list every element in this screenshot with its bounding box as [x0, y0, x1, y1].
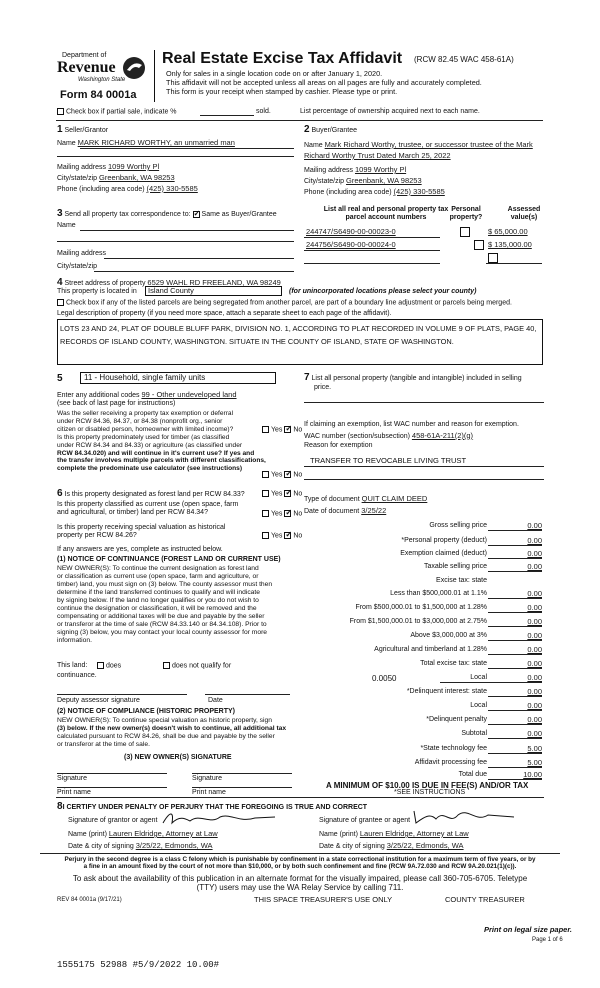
grantee-signature-label: Signature of grantee or agent — [319, 817, 411, 824]
buyer-name-label: Name — [304, 142, 323, 149]
partial-sale-row: Check box if partial sale, indicate % — [57, 108, 177, 116]
notice-compliance-text: NEW OWNER(S): To continue special valuation as historic property, sign (3) below. If the new owner(s) doesn't wish to continue, all additional tax calculated pursuant to RCW 84.26, shall be due and payable by the seller or transferor at the time of sale. — [57, 717, 287, 749]
current-use-yes-no: Yes ✓ No — [262, 510, 302, 518]
current-use-yes-checkbox[interactable] — [262, 510, 269, 517]
buyer-phone-label: Phone (including area code) — [304, 189, 392, 196]
tax-row — [300, 646, 550, 656]
deputy-date-label: Date — [208, 697, 223, 704]
tax-row-value[interactable]: 5.00 — [527, 758, 542, 767]
seller-name[interactable]: MARK RICHARD WORTHY, an unmarried man — [77, 138, 235, 147]
signature-label-1: Signature — [57, 775, 87, 782]
tax-row — [300, 618, 550, 628]
county-select[interactable]: Island County — [145, 286, 282, 296]
form-title: Real Estate Excise Tax Affidavit — [162, 50, 403, 67]
legal-paper-note: Print on legal size paper. — [484, 925, 572, 934]
section-divider — [56, 120, 543, 121]
value-header-2: value(s) — [510, 214, 538, 221]
tax-row-value[interactable]: 5.00 — [527, 744, 542, 753]
buyer-name-1[interactable]: Mark Richard Worthy, trustee, or successor trustee of the Mark — [324, 140, 533, 149]
tax-row-value[interactable]: 0.00 — [527, 729, 542, 738]
print-name-label-2: Print name — [192, 789, 226, 796]
sec3-city-label: City/state/zip — [57, 263, 98, 270]
print-name-label-1: Print name — [57, 789, 91, 796]
personal-header-1: Personal — [451, 206, 481, 213]
section-5-number: 5 — [57, 373, 63, 384]
historic-yes-no: Yes ✓ No — [262, 532, 302, 540]
tax-row-label: *Delinquent interest: state — [406, 688, 487, 695]
tax-row — [300, 537, 550, 547]
section-3-number: 3 — [57, 208, 63, 219]
section-2-number: 2 — [304, 124, 310, 135]
reason-line — [304, 466, 544, 467]
tax-row — [300, 702, 550, 712]
personal-checkbox-3[interactable] — [488, 253, 498, 263]
seller-name-line-2 — [57, 156, 294, 157]
tax-row-label: From $500,000.01 to $1,500,000 at 1.28% — [355, 604, 487, 611]
tax-row-label: *Delinquent penalty — [426, 716, 487, 723]
seller-phone[interactable]: (425) 330-5585 — [146, 184, 198, 193]
partial-pct-line[interactable] — [200, 115, 254, 116]
street-address[interactable]: 6529 WAHL RD FREELAND, WA 98249 — [147, 278, 281, 287]
personal-property-line[interactable] — [304, 402, 544, 403]
tax-row-label: Taxable selling price — [423, 563, 487, 570]
personal-checkbox-2[interactable] — [474, 240, 484, 250]
tax-row — [300, 660, 550, 670]
continuance-label: continuance. — [57, 672, 97, 679]
tax-row-label: Excise tax: state — [436, 577, 487, 584]
historic-yes-checkbox[interactable] — [262, 532, 269, 539]
tax-row — [300, 563, 550, 573]
forest-yes-checkbox[interactable] — [262, 490, 269, 497]
tax-row — [300, 674, 550, 684]
revenue-logo-icon — [122, 56, 146, 80]
buyer-heading: Buyer/Grantee — [311, 127, 358, 134]
buyer-city[interactable]: Greenbank, WA 98253 — [346, 176, 422, 185]
does-label: does — [106, 662, 122, 670]
correspondence-label: Send all property tax correspondence to: — [64, 211, 191, 218]
new-owner-sig-title: (3) NEW OWNER(S) SIGNATURE — [124, 754, 232, 761]
tax-row-value[interactable]: 0.00 — [527, 645, 542, 654]
sec3-mail-label: Mailing address — [57, 250, 107, 257]
tax-row — [300, 632, 550, 642]
tax-row-value[interactable]: 0.00 — [527, 521, 542, 530]
doc-type-label: Type of document — [304, 496, 360, 503]
this-land-label: This land: — [57, 662, 88, 669]
grantee-signature[interactable] — [410, 805, 520, 827]
tax-row — [300, 730, 550, 740]
historic-question: Is this property receiving special valuation as historical property per RCW 84.26? — [57, 524, 226, 540]
header-line-3: This form is your receipt when stamped by cashier. Please type or print. — [166, 87, 398, 96]
section-4-number: 4 — [57, 277, 63, 288]
wac-label: WAC number (section/subsection) — [304, 433, 410, 440]
exemption-yes-checkbox[interactable] — [262, 426, 269, 433]
tax-row-value[interactable]: 0.00 — [527, 631, 542, 640]
section-8-rule — [56, 797, 544, 798]
print-name-line-1[interactable] — [57, 787, 167, 788]
tax-row — [300, 550, 550, 560]
grantee-name[interactable]: Lauren Eldridge, Attorney at Law — [359, 829, 469, 838]
tax-row — [300, 688, 550, 698]
segregated-label: Check box if any of the listed parcels are being segregated from another parcel, are part of a boundary line adjustment or parcels being merged. — [66, 299, 512, 307]
tax-row-label: Subtotal — [461, 730, 487, 737]
tax-row-label: Local — [470, 674, 487, 681]
timber-yes-no: Yes ✓ No — [262, 471, 302, 479]
personal-checkbox-1[interactable] — [460, 227, 470, 237]
parcel-value-1[interactable]: $ 65,000.00 — [488, 227, 528, 236]
new-owner-signature-line-1[interactable] — [57, 773, 167, 774]
state-label: Washington State — [78, 77, 126, 83]
forest-no-checkbox[interactable] — [284, 490, 291, 497]
doc-date[interactable]: 3/25/22 — [361, 506, 387, 515]
personal-header-2: property? — [449, 214, 483, 221]
grantee-date-label: Date & city of signing — [319, 843, 385, 850]
seller-heading: Seller/Grantor — [64, 127, 109, 134]
reason-line-2 — [304, 479, 544, 480]
tax-row-label: Agricultural and timberland at 1.28% — [374, 646, 487, 653]
form-number: Form 84 0001a — [60, 89, 137, 101]
doc-date-label: Date of document — [304, 508, 360, 515]
additional-codes-label: Enter any additional codes — [57, 392, 140, 399]
tax-row-label: Affidavit processing fee — [414, 759, 487, 766]
parcel-value-line-3[interactable] — [486, 263, 542, 264]
new-owner-signature-line-2[interactable] — [192, 773, 292, 774]
timber-question: Is this property predominately used for timber (as classified under RCW 84.34 and 84.33) or agriculture (as classified under RCW 84.34.020) and will continue in it's current use? If yes and the transfer involves multiple parcels with different classifications, complete the predominate use calculator (see instructions) — [57, 434, 266, 473]
revision-label: REV 84 0001a (9/17/21) — [57, 897, 122, 903]
tax-row — [300, 590, 550, 600]
recording-stamp: 1555175 52988 #5/9/2022 10.00# — [57, 960, 220, 970]
tax-row-value[interactable]: 0.00 — [527, 549, 542, 558]
forest-question: Is this property designated as forest land per RCW 84.33? — [64, 491, 245, 498]
grantee-date[interactable]: 3/25/22, Edmonds, WA — [386, 841, 464, 850]
tax-row-label: *State technology fee — [420, 745, 487, 752]
grantor-signature-label: Signature of grantor or agent — [68, 817, 158, 824]
street-label: Street address of property — [64, 280, 146, 287]
grantor-date[interactable]: 3/25/22, Edmonds, WA — [135, 841, 213, 850]
claim-exemption-label: If claiming an exemption, list WAC number and reason for exemption. — [304, 421, 519, 428]
tax-row — [300, 522, 550, 532]
buyer-mail[interactable]: 1099 Worthy Pl — [354, 165, 407, 174]
grantor-date-label: Date & city of signing — [68, 843, 134, 850]
forest-yes-no: Yes ✓ No — [262, 490, 302, 498]
alternate-format-note: To ask about the availability of this publication in an alternate format for the visually impaired, please call 360-705-6705. Teletype (TTY) users may use the WA Relay Service by calling 711. — [72, 874, 528, 893]
see-instructions-note-2: *SEE INSTRUCTIONS — [394, 789, 466, 796]
tax-row-label: Less than $500,000.01 at 1.1% — [390, 590, 487, 597]
exemption-no-checkbox[interactable] — [284, 426, 291, 433]
page-number: Page 1 of 6 — [532, 937, 563, 943]
signature-label-2: Signature — [192, 775, 222, 782]
historic-no-checkbox[interactable] — [284, 532, 291, 539]
does-not-label: does not qualify for — [172, 662, 232, 670]
rcw-ref: (RCW 82.45 WAC 458-61A) — [414, 55, 514, 64]
timber-no-checkbox[interactable] — [284, 471, 291, 478]
section-8-number: 8 — [57, 801, 63, 812]
seller-mail[interactable]: 1099 Worthy Pl — [107, 162, 160, 171]
deputy-signature-line[interactable] — [57, 694, 187, 695]
sec3-name-line[interactable] — [80, 230, 294, 231]
certify-text: I CERTIFY UNDER PENALTY OF PERJURY THAT THE FOREGOING IS TRUE AND CORRECT — [62, 804, 368, 811]
list-pct-note: List percentage of ownership acquired next to each name. — [300, 108, 480, 115]
tax-row-value[interactable]: 0.00 — [527, 701, 542, 710]
section-6-number: 6 — [57, 488, 63, 499]
parcel-line-2 — [304, 250, 440, 251]
county-label: This property is located in — [57, 288, 137, 295]
tax-row — [300, 604, 550, 614]
current-use-question: Is this property classified as current use (open space, farm and agricultural, or timber) land per RCW 84.34? — [57, 501, 239, 517]
minimum-due-note: A MINIMUM OF $10.00 IS DUE IN FEE(S) AND/OR TAX — [326, 781, 529, 790]
parcel-header-2: parcel account numbers — [345, 214, 427, 221]
tax-row-value[interactable]: 0.00 — [527, 673, 542, 682]
tax-row — [300, 771, 550, 781]
does-not-checkbox[interactable] — [163, 662, 170, 669]
timber-yes-checkbox[interactable] — [262, 471, 269, 478]
tax-row-label: *Personal property (deduct) — [401, 537, 487, 544]
treasurer-use-label: THIS SPACE TREASURER'S USE ONLY — [254, 895, 393, 904]
sec3-name-label: Name — [57, 222, 76, 229]
tax-row-label: From $1,500,000.01 to $3,000,000 at 2.75% — [349, 618, 487, 625]
reason-label: Reason for exemption — [304, 442, 373, 449]
current-use-no-checkbox[interactable] — [284, 510, 291, 517]
parcel-acct-2[interactable]: 244756/S6490-00-00024-0 — [306, 240, 396, 249]
sold-label: sold. — [256, 108, 271, 115]
exemption-yes-no: Yes ✓ No — [262, 426, 302, 434]
if-yes-note: If any answers are yes, complete as instructed below. — [57, 546, 223, 553]
dept-label: Department of — [62, 52, 107, 59]
header-divider — [154, 50, 155, 102]
buyer-mail-label: Mailing address — [304, 167, 354, 174]
tax-row-value[interactable]: 0.00 — [527, 617, 542, 626]
grantor-name-label: Name (print) — [68, 831, 107, 838]
county-treasurer-label: COUNTY TREASURER — [445, 895, 525, 904]
buyer-phone[interactable]: (425) 330-5585 — [393, 187, 445, 196]
tax-row — [300, 577, 550, 587]
buyer-name-2[interactable]: Richard Worthy Trust Dated March 25, 2022 — [304, 151, 451, 160]
tax-row-value[interactable]: 0.00 — [527, 687, 542, 696]
tax-row-label: Local — [470, 702, 487, 709]
deputy-label: Deputy assessor signature — [57, 697, 140, 704]
notice-continuance-title: (1) NOTICE OF CONTINUANCE (FOREST LAND OR CURRENT USE) — [57, 556, 281, 563]
does-checkbox[interactable] — [97, 662, 104, 669]
print-name-line-2[interactable] — [192, 787, 292, 788]
tax-row-value[interactable]: 0.00 — [527, 715, 542, 724]
buyer-city-label: City/state/zip — [304, 178, 345, 185]
parcel-header-1: List all real and personal property tax — [323, 206, 449, 213]
tax-row-value[interactable]: 0.00 — [527, 603, 542, 612]
tax-row-value[interactable]: 10.00 — [523, 770, 542, 779]
parcel-value-2[interactable]: $ 135,000.00 — [488, 240, 532, 249]
notice-compliance-title: (2) NOTICE OF COMPLIANCE (HISTORIC PROPERTY) — [57, 708, 235, 715]
seller-city-label: City/state/zip — [57, 175, 98, 182]
partial-sale-checkbox[interactable] — [57, 108, 64, 115]
tax-row-value[interactable]: 0.00 — [527, 659, 542, 668]
county-note: (for unincorporated locations please select your county) — [289, 288, 477, 295]
perjury-note: Perjury in the second degree is a class C felony which is punishable by confinement in a state correctional institution for a maximum term of five years, or by a fine in an amount fixed by the court of not more than $10,000, or by both such confinement and fine (RCW 9A.72.030 and RCW 9A.20.021(1)(c)). — [64, 856, 536, 871]
legal-desc-label: Legal description of property (if you need more space, attach a separate sheet to each page of the affidavit). — [57, 310, 392, 317]
grantee-name-label: Name (print) — [319, 831, 358, 838]
local-rate: 0.0050 — [372, 674, 397, 683]
segregated-checkbox[interactable] — [57, 299, 64, 306]
seller-mail-label: Mailing address — [57, 164, 107, 171]
legal-desc-line-2: RECORDS OF ISLAND COUNTY, WASHINGTON. SITUATE IN THE COUNTY OF ISLAND, STATE OF WASHINGTON. — [60, 337, 454, 346]
exemption-reason[interactable]: TRANSFER TO REVOCABLE LIVING TRUST — [310, 456, 467, 465]
seller-name-label: Name — [57, 140, 76, 147]
parcel-line-3[interactable] — [304, 263, 440, 264]
sec3-city-line[interactable] — [94, 271, 294, 272]
tax-row — [300, 759, 550, 769]
seller-phone-label: Phone (including area code) — [57, 186, 145, 193]
tax-row-label: Total excise tax: state — [420, 660, 487, 667]
tax-row — [300, 745, 550, 755]
revenue-logo-text: Revenue — [57, 59, 116, 76]
section-1-number: 1 — [57, 124, 63, 135]
same-as-buyer-label: Same as Buyer/Grantee — [201, 211, 277, 218]
tax-row-label: Total due — [458, 771, 487, 778]
same-as-buyer-checkbox[interactable] — [193, 211, 200, 218]
wac-number[interactable]: 458-61A-211(2)(g) — [411, 431, 474, 440]
tax-row — [300, 716, 550, 726]
personal-property-question: 7 List all personal property (tangible and intangible) included in selling price. — [304, 372, 522, 391]
header-line-1: Only for sales in a single location code on or after January 1, 2020. — [166, 69, 383, 78]
sec3-name-line-2 — [57, 241, 294, 242]
exemption-question: Was the seller receiving a property tax exemption or deferral under RCW 84.36, 84.37, or 84.38 (nonprofit org., senior citizen or disabled person, homeowner with limited income)? — [57, 410, 234, 433]
tax-row-value[interactable]: 0.00 — [527, 536, 542, 545]
tax-row-value[interactable]: 0.00 — [527, 589, 542, 598]
seller-city[interactable]: Greenbank, WA 98253 — [99, 173, 175, 182]
doc-type[interactable]: QUIT CLAIM DEED — [361, 494, 428, 503]
value-header-1: Assessed — [507, 206, 541, 213]
see-instructions-note: (see back of last page for instructions) — [57, 400, 176, 407]
parcel-line-1 — [304, 237, 440, 238]
tax-row-label: Gross selling price — [429, 522, 487, 529]
seller-name-line — [80, 148, 294, 149]
notice-continuance-text: NEW OWNER(S): To continue the current designation as forest land or classification as current use (open space, farm and agriculture, or timber) land, you must sign on (3) below. The county assessor must then determine if the land transferred continues to qualify and will indicate by signing below. If the land no longer qualifies or you do not wish to continue the designation or classification, it will be removed and the compensating or additional taxes will be due and payable by the seller or transferor at the time of sale (RCW 84.33.140 or 84.34.108). Prior to signing (3) below, you may contact your local county assessor for more information. — [57, 565, 273, 645]
tax-row-label: Above $3,000,000 at 3% — [410, 632, 487, 639]
grantor-name[interactable]: Lauren Eldridge, Attorney at Law — [108, 829, 218, 838]
sec3-mail-line[interactable] — [104, 258, 294, 259]
legal-desc-line-1: LOTS 23 AND 24, PLAT OF DOUBLE BLUFF PARK, DIVISION NO. 1, ACCORDING TO PLAT RECORDED IN VOLUME 9 OF PLATS, PAGE 40, — [60, 324, 537, 333]
land-use-code-select[interactable]: 11 - Household, single family units — [80, 372, 276, 384]
tax-row-value[interactable]: 0.00 — [527, 562, 542, 571]
header-line-2: This affidavit will not be accepted unless all areas on all pages are fully and accurately completed. — [166, 78, 482, 87]
tax-row-label: Exemption claimed (deduct) — [400, 550, 487, 557]
footer-rule — [40, 853, 560, 854]
parcel-acct-1[interactable]: 244747/S6490-00-00023-0 — [306, 227, 396, 236]
deputy-date-line[interactable] — [205, 694, 290, 695]
additional-codes[interactable]: 99 - Other undeveloped land — [141, 390, 237, 399]
grantor-signature[interactable] — [160, 809, 280, 827]
